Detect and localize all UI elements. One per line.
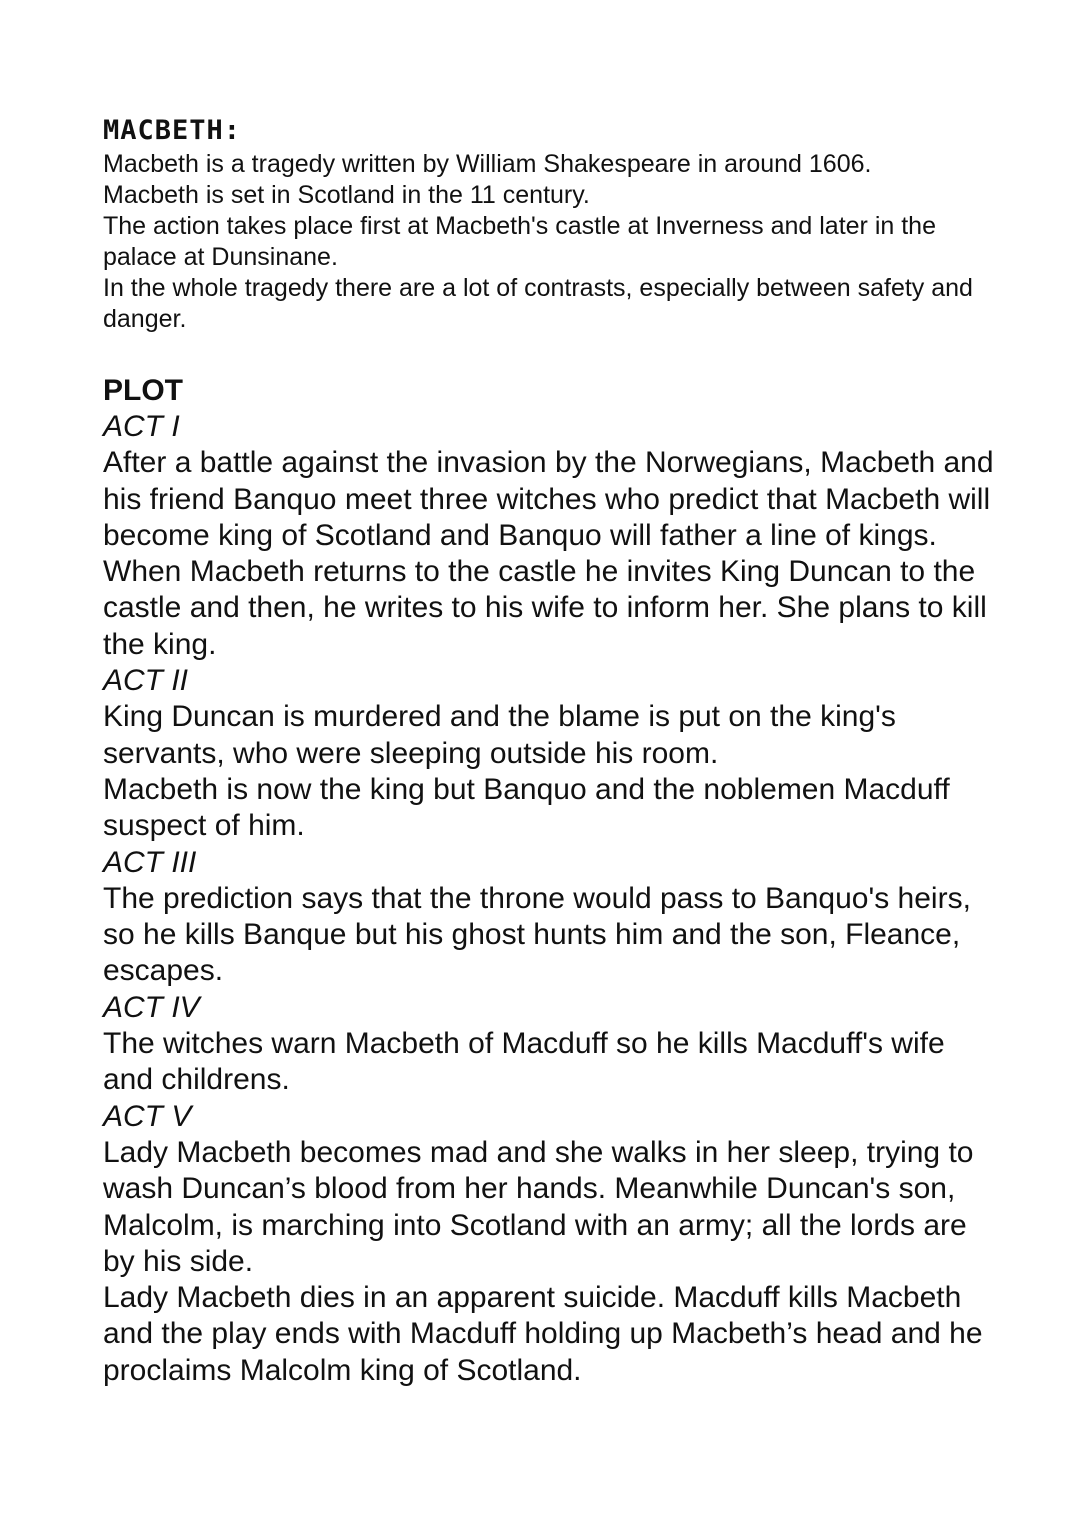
act-2-paragraph: King Duncan is murdered and the blame is put on the king's servants, who were sleeping outside his room. [103,700,896,770]
act-4-paragraph: The witches warn Macbeth of Macduff so he kills Macduff's wife and childrens. [103,1027,945,1097]
act-label-1: ACT I [103,410,180,443]
act-label-2: ACT II [103,664,189,698]
act-label-4: ACT IV [103,990,200,1024]
act-label-3: ACT III [103,845,197,879]
plot-section [103,409,1003,1389]
intro-paragraph: Macbeth is set in Scotland in the 11 century. [103,181,590,209]
act-1-paragraph: When Macbeth returns to the castle he invites King Duncan to the castle and then, he writes to his wife to inform her. She plans to kill the king. [103,555,987,661]
act-label-5: ACT V [103,1099,192,1133]
act-5-paragraph: Lady Macbeth becomes mad and she walks in her sleep, trying to wash Duncan’s blood from her hands. Meanwhile Duncan's son, Malcolm, is marching into Scotland with an army; all the lords are by his side. [103,1135,974,1278]
intro-section [103,149,1003,335]
plot-heading: PLOT [103,374,183,407]
intro-paragraph: In the whole tragedy there are a lot of contrasts, especially between safety and danger. [103,274,973,333]
intro-paragraph: The action takes place first at Macbeth's castle at Inverness and later in the palace at Dunsinane. [103,212,936,271]
act-3-paragraph: The prediction says that the throne would pass to Banquo's heirs, so he kills Banque but his ghost hunts him and the son, Fleance, escapes. [103,881,971,988]
act-1-paragraph: After a battle against the invasion by the Norwegians, Macbeth and his friend Banquo meet three witches who predict that Macbeth will become king of Scotland and Banquo will father a line of kings. [103,446,994,552]
document-title: MACBETH: [103,115,242,146]
act-2-paragraph: Macbeth is now the king but Banquo and the noblemen Macduff suspect of him. [103,772,950,843]
intro-paragraph: Macbeth is a tragedy written by William Shakespeare in around 1606. [103,150,872,178]
act-5-paragraph: Lady Macbeth dies in an apparent suicide. Macduff kills Macbeth and the play ends with Macduff holding up Macbeth’s head and he proclaims Malcolm king of Scotland. [103,1281,983,1387]
